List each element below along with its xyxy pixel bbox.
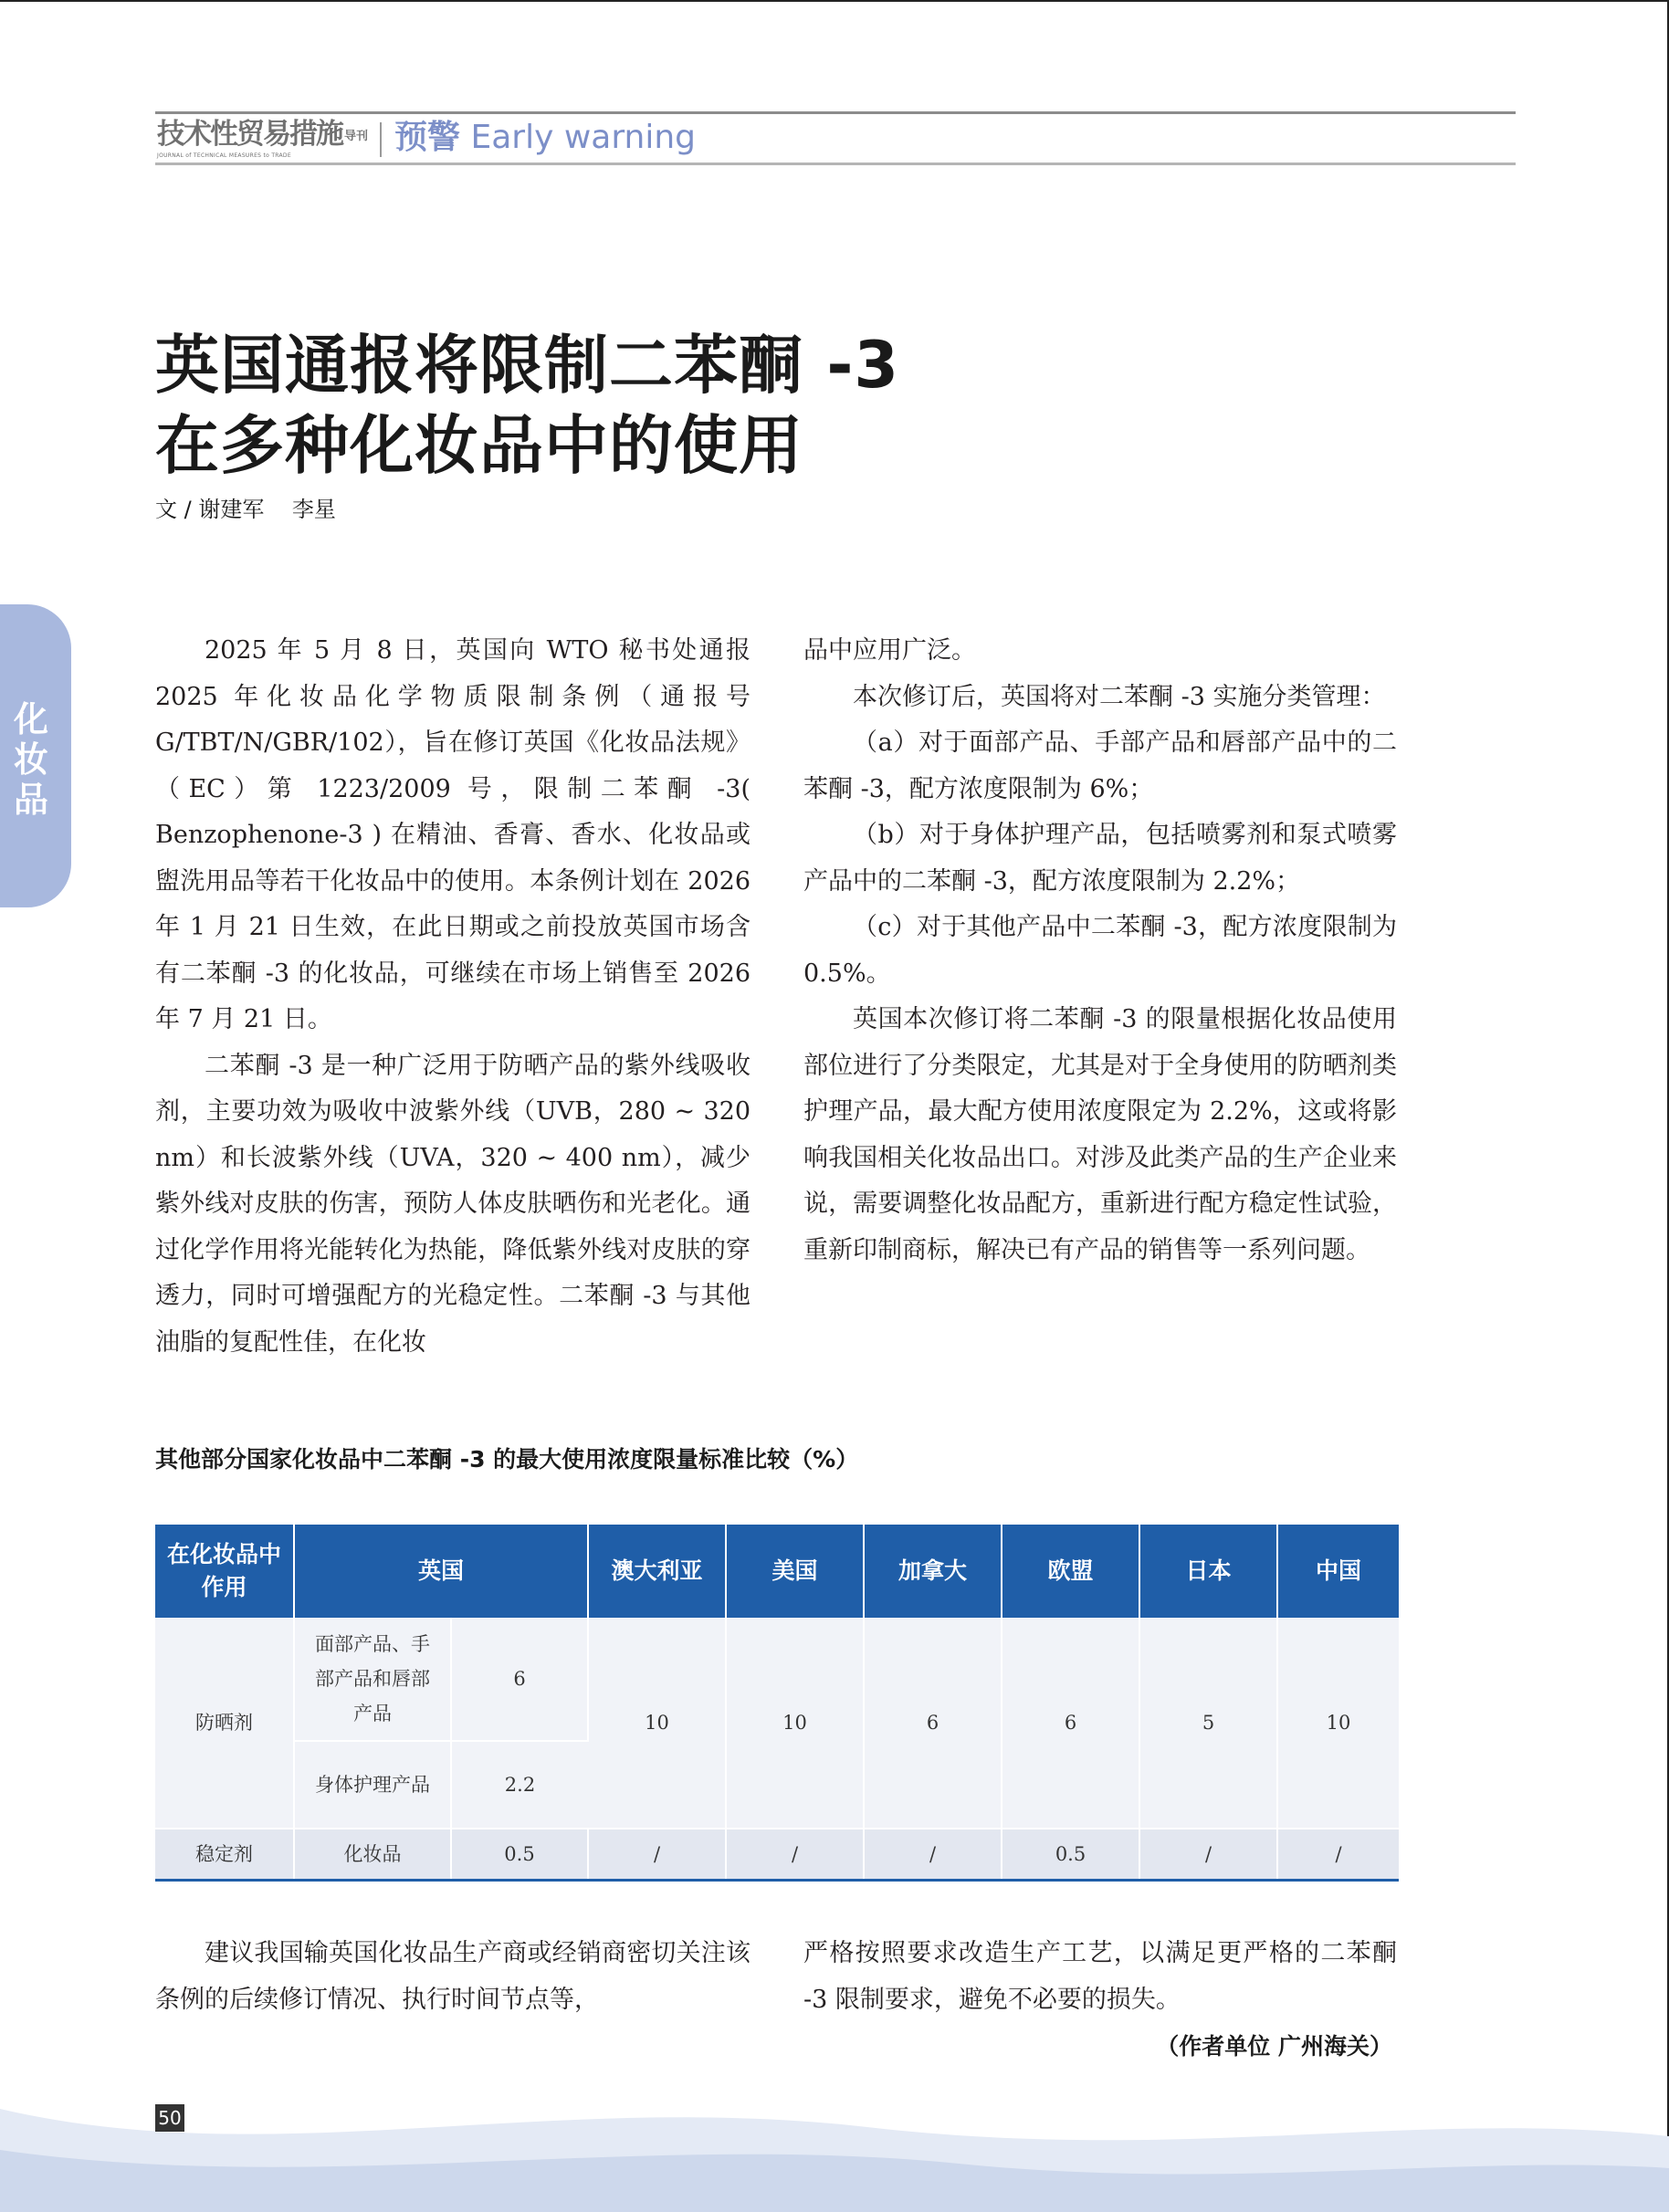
- paragraph: （a）对于面部产品、手部产品和唇部产品中的二苯酮 -3，配方浓度限制为 6%；: [803, 729, 1397, 803]
- journal-name: 技术性贸易措施: [157, 118, 342, 151]
- cell-japan-sunscreen: 5: [1139, 1618, 1277, 1829]
- body-column-right-bottom: [803, 1931, 1397, 2023]
- paragraph: 品中应用广泛。: [803, 636, 976, 665]
- cell-usa-stabilizer: /: [726, 1829, 864, 1881]
- header-uk: 英国: [294, 1525, 588, 1618]
- header-japan: 日本: [1139, 1525, 1277, 1618]
- table-header-row: [155, 1525, 1399, 1618]
- cell-role-sunscreen: 防晒剂: [155, 1618, 294, 1829]
- header-australia: 澳大利亚: [588, 1525, 726, 1618]
- section-label-zh: 预警: [394, 119, 461, 156]
- header-eu: 欧盟: [1002, 1525, 1139, 1618]
- byline: 文 / 谢建军 李星: [155, 497, 336, 522]
- journal-english-name: JOURNAL of TECHNICAL MEASURES to TRADE: [157, 152, 291, 159]
- paragraph: 建议我国输英国化妆品生产商或经销商密切关注该条例的后续修订情况、执行时间节点等，: [155, 1939, 751, 2014]
- cell-uk-sub-face: 面部产品、手部产品和唇部产品: [294, 1618, 451, 1741]
- journal-badge: 导刊: [344, 130, 369, 143]
- paragraph: 二苯酮 -3 是一种广泛用于防晒产品的紫外线吸收剂，主要功效为吸收中波紫外线（UVB，280 ~ 320 nm）和长波紫外线（UVA，320 ~ 400 nm），减少紫外线对皮肤的伤害，预防人体皮肤晒伤和光老化。通过化学作用将光能转化为热能，降低紫外线对皮肤的穿透力，同时可增强配方的光稳定性。二苯酮 -3 与其他油脂的复配性佳，在化妆: [155, 1051, 751, 1357]
- footer-wave-decoration: [0, 2072, 1669, 2212]
- body-column-left-bottom: [155, 1931, 751, 2023]
- cell-eu-sunscreen: 6: [1002, 1618, 1139, 1829]
- cell-australia-stabilizer: /: [588, 1829, 726, 1881]
- paragraph: （c）对于其他产品中二苯酮 -3，配方浓度限制为 0.5%。: [803, 913, 1397, 988]
- page-number: 50: [155, 2104, 184, 2132]
- header-canada: 加拿大: [864, 1525, 1002, 1618]
- header-rule-bottom: [155, 162, 1516, 165]
- table-caption: 其他部分国家化妆品中二苯酮 -3 的最大使用浓度限量标准比较（%）: [155, 1446, 859, 1473]
- category-side-label: 化妆品: [13, 699, 48, 820]
- header-separator: [380, 122, 382, 157]
- cell-uk-val-cosmetics: 0.5: [451, 1829, 588, 1881]
- page-border-top: [0, 0, 1669, 2]
- cell-eu-stabilizer: 0.5: [1002, 1829, 1139, 1881]
- paragraph: 本次修订后，英国将对二苯酮 -3 实施分类管理：: [853, 682, 1386, 711]
- cell-uk-sub-body: 身体护理产品: [294, 1741, 451, 1829]
- header-usa: 美国: [726, 1525, 864, 1618]
- cell-usa-sunscreen: 10: [726, 1618, 864, 1829]
- cell-china-sunscreen: 10: [1277, 1618, 1399, 1829]
- table-row: [155, 1829, 1399, 1881]
- section-label-en: Early warning: [470, 119, 696, 156]
- header-role: 在化妆品中作用: [155, 1525, 294, 1618]
- paragraph: （b）对于身体护理产品，包括喷雾剂和泵式喷雾产品中的二苯酮 -3，配方浓度限制为 2.2%；: [803, 821, 1397, 896]
- paragraph: 严格按照要求改造生产工艺，以满足更严格的二苯酮 -3 限制要求，避免不必要的损失。: [803, 1939, 1397, 2014]
- paragraph: 2025 年 5 月 8 日，英国向 WTO 秘书处通报 2025 年化妆品化学物质限制条例（通报号 G/TBT/N/GBR/102），旨在修订英国《化妆品法规》（EC）第 1223/2009 号，限制二苯酮 -3( Benzophenone-3 ) 在精油、香膏、香水、化妆品或盥洗用品等若干化妆品中的使用。本条例计划在 2026 年 1 月 21 日生效，在此日期或之前投放英国市场含有二苯酮 -3 的化妆品，可继续在市场上销售至 2026 年 7 月 21 日。: [155, 636, 751, 1033]
- header-rule-top: [155, 111, 1516, 114]
- cell-uk-val-face: 6: [451, 1618, 588, 1741]
- cell-china-stabilizer: /: [1277, 1829, 1399, 1881]
- article-title: [155, 325, 977, 486]
- article-title-line1: 英国通报将限制二苯酮 -3: [155, 328, 900, 403]
- cell-canada-stabilizer: /: [864, 1829, 1002, 1881]
- cell-canada-sunscreen: 6: [864, 1618, 1002, 1829]
- cell-uk-val-body: 2.2: [451, 1741, 588, 1829]
- cell-uk-sub-cosmetics: 化妆品: [294, 1829, 451, 1881]
- author-affiliation: （作者单位 广州海关）: [1156, 2033, 1392, 2060]
- section-label: [394, 119, 696, 157]
- journal-logo: [157, 119, 376, 159]
- body-column-left: [155, 628, 751, 1366]
- table-row: [155, 1618, 1399, 1741]
- body-column-right: [803, 628, 1397, 1274]
- article-title-line2: 在多种化妆品中的使用: [155, 408, 803, 483]
- cell-role-stabilizer: 稳定剂: [155, 1829, 294, 1881]
- cell-australia-sunscreen: 10: [588, 1618, 726, 1829]
- header-china: 中国: [1277, 1525, 1399, 1618]
- cell-japan-stabilizer: /: [1139, 1829, 1277, 1881]
- paragraph: 英国本次修订将二苯酮 -3 的限量根据化妆品使用部位进行了分类限定，尤其是对于全身使用的防晒剂类护理产品，最大配方使用浓度限定为 2.2%，这或将影响我国相关化妆品出口。对涉及此类产品的生产企业来说，需要调整化妆品配方，重新进行配方稳定性试验，重新印制商标，解决已有产品的销售等一系列问题。: [803, 1005, 1397, 1264]
- comparison-table: [155, 1525, 1399, 1882]
